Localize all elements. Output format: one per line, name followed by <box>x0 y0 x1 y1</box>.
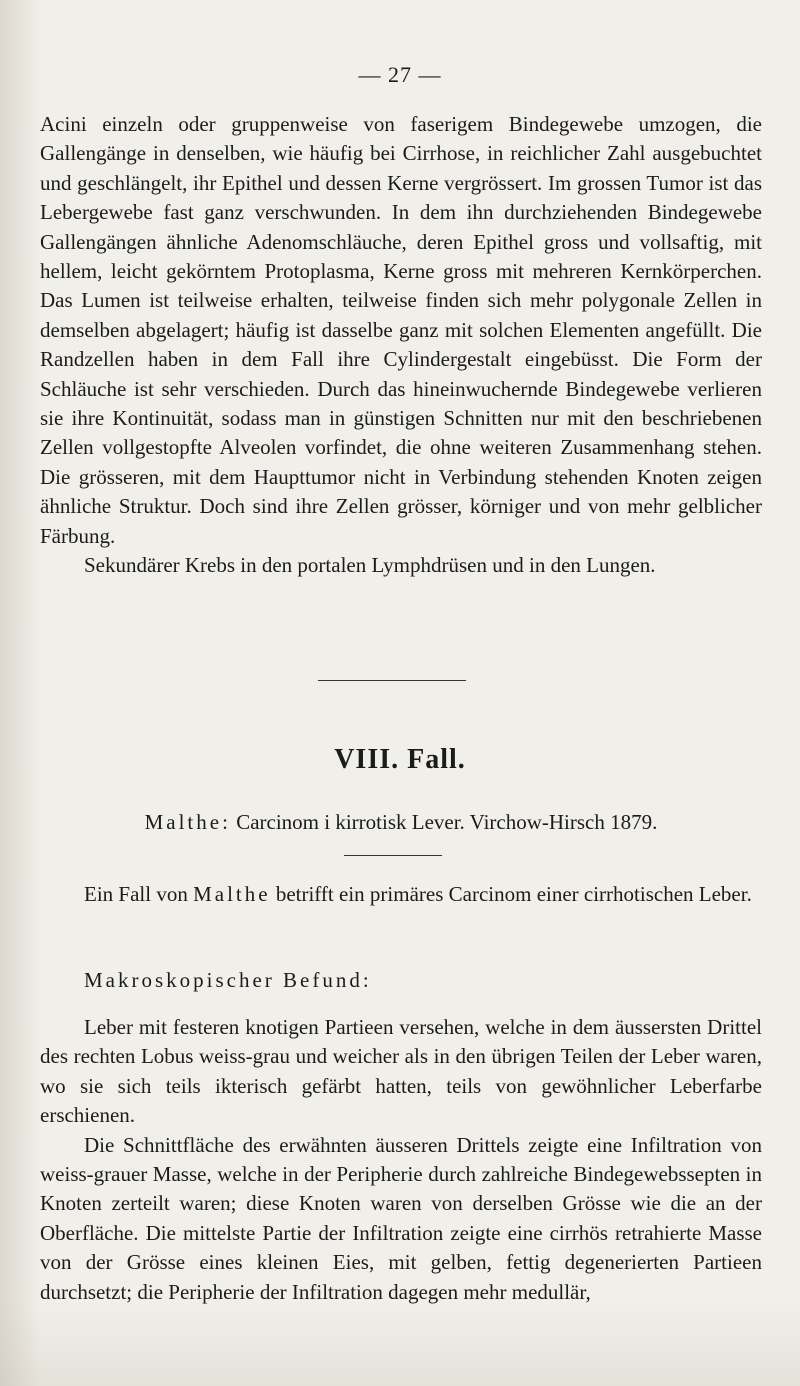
body-paragraph-secondary-cancer: Sekundärer Krebs in den portalen Lymphdrüsen und in den Lungen. <box>84 553 656 578</box>
page-number: — 27 — <box>358 62 442 87</box>
body-paragraph: Acini einzeln oder gruppenweise von faserigem Bindegewebe umzogen, die Gallengänge in denselben, wie häufig bei Cirrhose, in reichlicher Zahl ausgebuchtet und geschlängelt, ihr Epithel und dessen Kerne vergrössert. Im grossen Tumor ist das Lebergewebe fast ganz verschwunden. In dem ihn durchziehenden Bindegewebe Gallengängen ähnliche Adenomschläuche, deren Epithel gross und vollsaftig, mit hellem, leicht gekörntem Protoplasma, Kerne gross mit mehreren Kernkörperchen. Das Lumen ist teilweise erhalten, teilweise finden sich mehr polygonale Zellen in demselben abgelagert; häufig ist dasselbe ganz mit solchen Elementen angefüllt. Die Randzellen haben in dem Fall ihre Cylindergestalt eingebüsst. Die Form der Schläuche ist sehr verschieden. Durch das hineinwuchernde Bindegewebe verlieren sie ihre Kontinuität, sodass man in günstigen Schnitten nur mit den beschriebenen Zellen vollgestopfte Alveolen vorfindet, die ohne weiteren Zusammenhang stehen. Die grösseren, mit dem Haupttumor nicht in Verbindung stehenden Knoten zeigen ähnliche Struktur. Doch sind ihre Zellen grösser, körniger und von mehr gelblicher Färbung. <box>40 112 762 548</box>
case-vii-continuation <box>40 110 762 581</box>
case-viii-intro <box>40 880 762 909</box>
intro-prefix: Ein Fall von <box>84 882 188 906</box>
citation-source: Carcinom i kirrotisk Lever. Virchow-Hirsch 1879. <box>236 810 658 834</box>
citation-line <box>40 810 762 835</box>
findings-paragraph-1: Leber mit festeren knotigen Partieen versehen, welche in dem äussersten Drittel des rechten Lobus weiss-grau und weicher als in den übrigen Teilen der Leber waren, wo sie sich teils ikterisch gefärbt hatten, teils von gewöhnlicher Leberfarbe erschienen. <box>40 1015 762 1128</box>
case-heading: VIII. Fall. <box>334 744 466 775</box>
findings-subheading: Makroskopischer Befund: <box>84 968 372 992</box>
findings-paragraph-2: Die Schnittfläche des erwähnten äusseren Drittels zeigte eine Infiltration von weiss-grauer Masse, welche in der Peripherie durch zahlreiche Bindegewebssepten in Knoten zerteilt waren; diese Knoten waren von derselben Grösse wie die an der Oberfläche. Die mittelste Partie der Infiltration zeigte eine cirrhös retrahierte Masse von der Grösse eines kleinen Eies, mit gelben, fettig degenerierten Partieen durchsetzt; die Peripherie der Infiltration dagegen mehr medullär, <box>40 1132 762 1304</box>
citation-author: Malthe: <box>144 810 231 834</box>
intro-author: Malthe <box>193 882 271 906</box>
citation-divider <box>344 855 442 856</box>
macroscopic-findings <box>40 1013 762 1307</box>
section-divider <box>318 680 466 681</box>
intro-paragraph <box>40 880 762 909</box>
findings-subheading-block <box>40 966 762 995</box>
intro-suffix: betrifft ein primäres Carcinom einer cirrhotischen Leber. <box>275 882 752 906</box>
